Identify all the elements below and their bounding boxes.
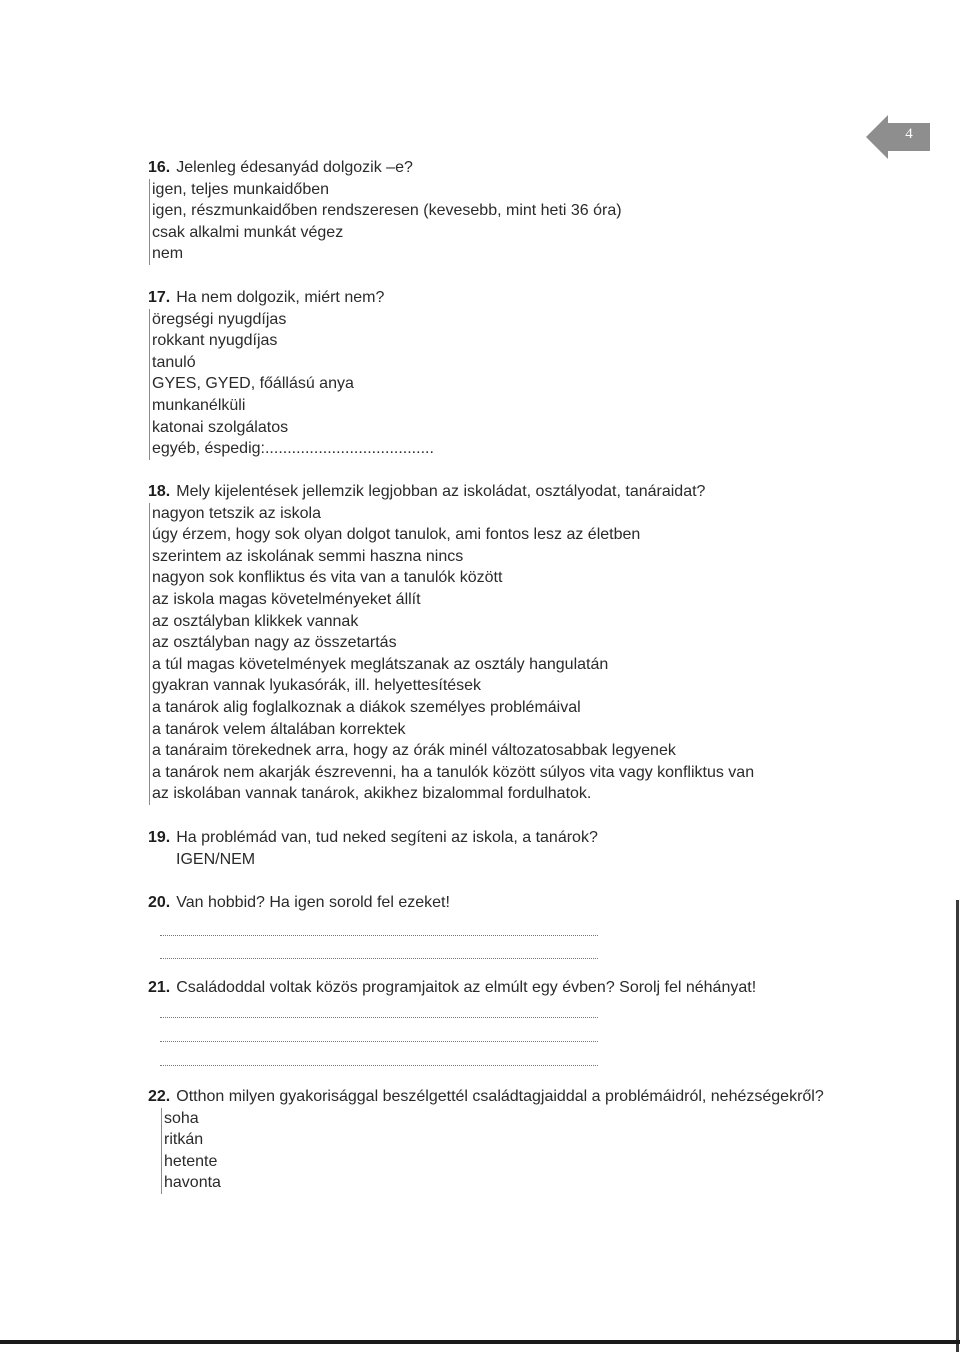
option-item[interactable]: hetente — [161, 1151, 868, 1173]
option-item[interactable]: tanuló — [149, 352, 868, 374]
answer-line[interactable] — [160, 1064, 598, 1066]
option-item[interactable]: nem — [149, 243, 868, 265]
page-number: 4 — [905, 126, 913, 142]
option-item[interactable]: GYES, GYED, főállású anya — [149, 373, 868, 395]
question-number: 17. — [148, 289, 171, 306]
yes-no-answer[interactable]: IGEN/NEM — [176, 850, 256, 868]
question-text: Családoddal voltak közös programjaitok az elmúlt egy évben? Sorolj fel néhányat! — [176, 979, 757, 996]
question-17-options — [148, 309, 868, 460]
question-21-prompt — [148, 977, 868, 999]
option-item[interactable]: havonta — [161, 1172, 868, 1194]
question-22-options — [160, 1108, 868, 1194]
question-19-prompt — [148, 827, 868, 849]
question-20 — [148, 892, 868, 959]
option-item[interactable]: úgy érzem, hogy sok olyan dolgot tanulok, ami fontos lesz az életben — [149, 524, 868, 546]
answer-line[interactable] — [160, 1040, 598, 1042]
option-item[interactable]: szerintem az iskolának semmi haszna nincs — [149, 546, 868, 568]
option-item[interactable]: rokkant nyugdíjas — [149, 330, 868, 352]
option-item[interactable]: a túl magas követelmények meglátszanak az osztály hangulatán — [149, 654, 868, 676]
option-item[interactable]: az iskolában vannak tanárok, akikhez bizalommal fordulhatok. — [149, 783, 868, 805]
question-16-options — [148, 179, 868, 265]
question-text: Ha nem dolgozik, miért nem? — [176, 289, 385, 306]
option-item[interactable]: a tanárok alig foglalkoznak a diákok személyes problémáival — [149, 697, 868, 719]
option-item[interactable]: csak alkalmi munkát végez — [149, 222, 868, 244]
answer-line[interactable] — [160, 957, 598, 959]
question-number: 21. — [148, 979, 171, 996]
question-18-options — [148, 503, 868, 805]
option-item[interactable]: igen, teljes munkaidőben — [149, 179, 868, 201]
question-text: Van hobbid? Ha igen sorold fel ezeket! — [176, 894, 450, 911]
question-16-prompt — [148, 157, 868, 179]
question-22 — [148, 1086, 868, 1194]
question-19 — [148, 827, 868, 871]
question-number: 16. — [148, 159, 171, 176]
scan-edge-bottom — [0, 1340, 960, 1344]
question-22-prompt — [148, 1086, 868, 1108]
option-item[interactable]: az iskola magas követelményeket állít — [149, 589, 868, 611]
option-item[interactable]: katonai szolgálatos — [149, 417, 868, 439]
question-number: 22. — [148, 1088, 171, 1105]
scan-edge-right — [956, 900, 959, 1352]
question-17-prompt — [148, 287, 868, 309]
answer-line[interactable] — [160, 1016, 598, 1018]
question-18 — [148, 481, 868, 805]
option-item[interactable]: ritkán — [161, 1129, 868, 1151]
question-21 — [148, 977, 868, 1066]
question-text: Jelenleg édesanyád dolgozik –e? — [176, 159, 413, 176]
option-item[interactable]: a tanárok velem általában korrektek — [149, 719, 868, 741]
option-item[interactable]: egyéb, éspedig:...................................... — [149, 438, 868, 460]
option-item[interactable]: az osztályban nagy az összetartás — [149, 632, 868, 654]
option-item[interactable]: soha — [161, 1108, 868, 1130]
question-text: Otthon milyen gyakorisággal beszélgettél családtagjaiddal a problémáidról, nehézségekről? — [176, 1088, 824, 1105]
question-18-prompt — [148, 481, 868, 503]
question-text: Ha problémád van, tud neked segíteni az iskola, a tanárok? — [176, 829, 598, 846]
answer-line[interactable] — [160, 934, 598, 936]
option-item[interactable]: munkanélküli — [149, 395, 868, 417]
question-17 — [148, 287, 868, 460]
question-20-prompt — [148, 892, 868, 914]
option-item[interactable]: nagyon tetszik az iskola — [149, 503, 868, 525]
option-item[interactable]: öregségi nyugdíjas — [149, 309, 868, 331]
option-item[interactable]: nagyon sok konfliktus és vita van a tanulók között — [149, 567, 868, 589]
question-number: 18. — [148, 483, 171, 500]
question-number: 20. — [148, 894, 171, 911]
option-item[interactable]: a tanáraim törekednek arra, hogy az órák minél változatosabbak legyenek — [149, 740, 868, 762]
option-item[interactable]: a tanárok nem akarják észrevenni, ha a tanulók között súlyos vita vagy konfliktus van — [149, 762, 868, 784]
option-item[interactable]: igen, részmunkaidőben rendszeresen (kevesebb, mint heti 36 óra) — [149, 200, 868, 222]
question-number: 19. — [148, 829, 171, 846]
question-text: Mely kijelentések jellemzik legjobban az iskoládat, osztályodat, tanáraidat? — [176, 483, 706, 500]
question-16 — [148, 157, 868, 265]
option-item[interactable]: gyakran vannak lyukasórák, ill. helyettesítések — [149, 675, 868, 697]
option-item[interactable]: az osztályban klikkek vannak — [149, 611, 868, 633]
